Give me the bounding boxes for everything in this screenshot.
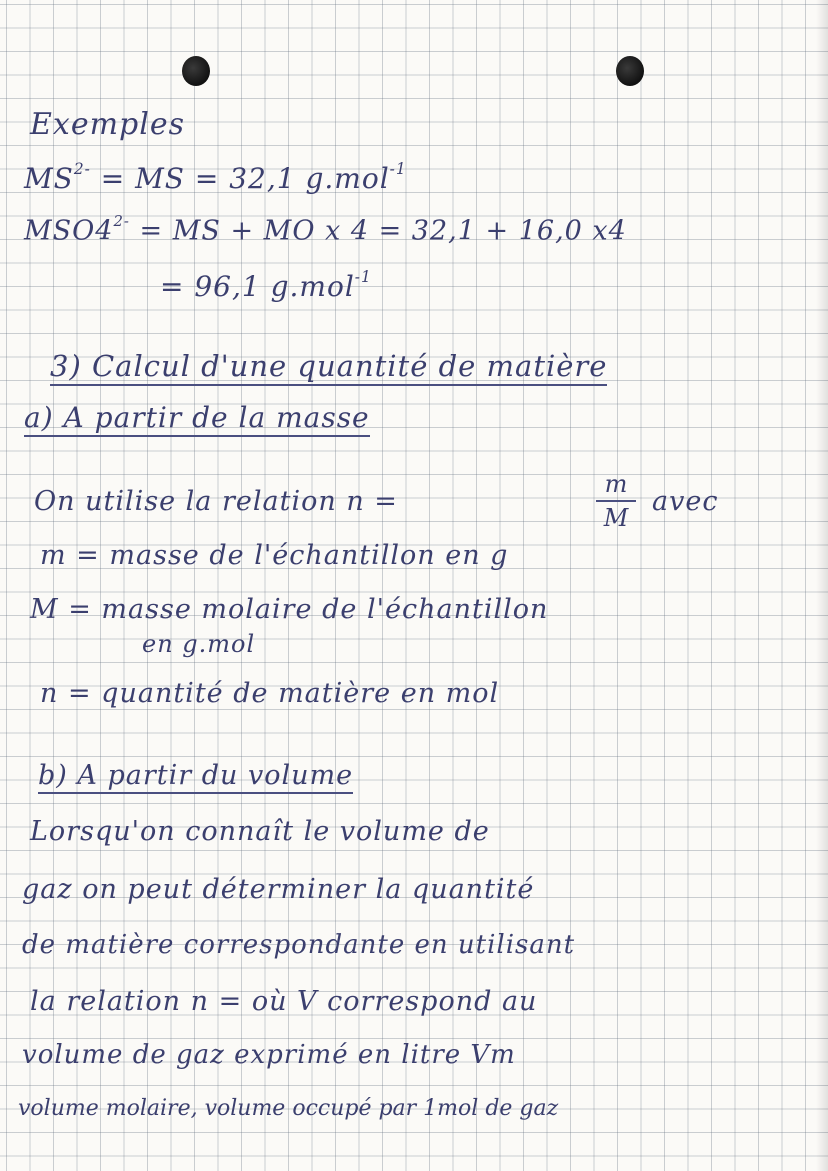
example-line-3 [160,270,372,301]
example-line-1 [24,162,407,193]
paragraph-b-line-4: la relation n = où V correspond au [30,986,538,1017]
page-edge-shadow [816,0,828,1171]
definition-m: m = masse de l'échantillon en g [40,540,509,571]
relation-text: On utilise la relation n = [34,486,398,517]
heading-3 [50,349,608,383]
definition-M: M = masse molaire de l'échantillon [30,594,549,625]
ex2-lhs: MSO4 [24,215,114,247]
paragraph-b-line-2: gaz on peut déterminer la quantité [22,874,535,905]
relation-line [34,488,398,515]
fraction-numerator: m [604,470,628,498]
heading-3a-text: a) A partir de la masse [24,401,370,437]
heading-3b [38,762,353,789]
ex1-lhs-exp: 2- [73,160,91,178]
definition-n: n = quantité de matière en mol [40,678,500,709]
example-line-2 [24,212,627,247]
definition-M-unit: en g.mol [142,630,256,658]
paragraph-b-line-5: volume de gaz exprimé en litre Vm [22,1040,516,1070]
heading-3b-text: b) A partir du volume [38,760,353,794]
fraction-denominator: M [603,504,629,532]
paragraph-b-line-3: de matière correspondante en utilisant [22,930,576,960]
heading-3-text: 3) Calcul d'une quantité de matière [50,349,607,386]
fraction-m-over-M [596,470,636,532]
section-title: Exemples [30,107,185,142]
binder-hole-right [616,56,644,86]
ex3-unit-exp: -1 [354,268,372,286]
ex3-rhs: = 96,1 g.mol [160,269,355,303]
ex1-unit-exp: -1 [389,160,407,178]
binder-hole-left [182,56,210,86]
ex1-lhs: MS [24,161,74,195]
ex1-rhs: = MS = 32,1 g.mol [100,161,390,195]
ex2-rhs: = MS + MO x 4 = 32,1 + 16,0 x4 [139,215,627,247]
ex2-lhs-exp: 2- [113,212,130,230]
paragraph-b-line-6: volume molaire, volume occupé par 1mol de gaz [18,1096,559,1121]
heading-3a [24,401,370,434]
fraction-bar [596,500,636,502]
relation-after: avec [652,486,719,517]
paragraph-b-line-1: Lorsqu'on connaît le volume de [30,816,490,847]
